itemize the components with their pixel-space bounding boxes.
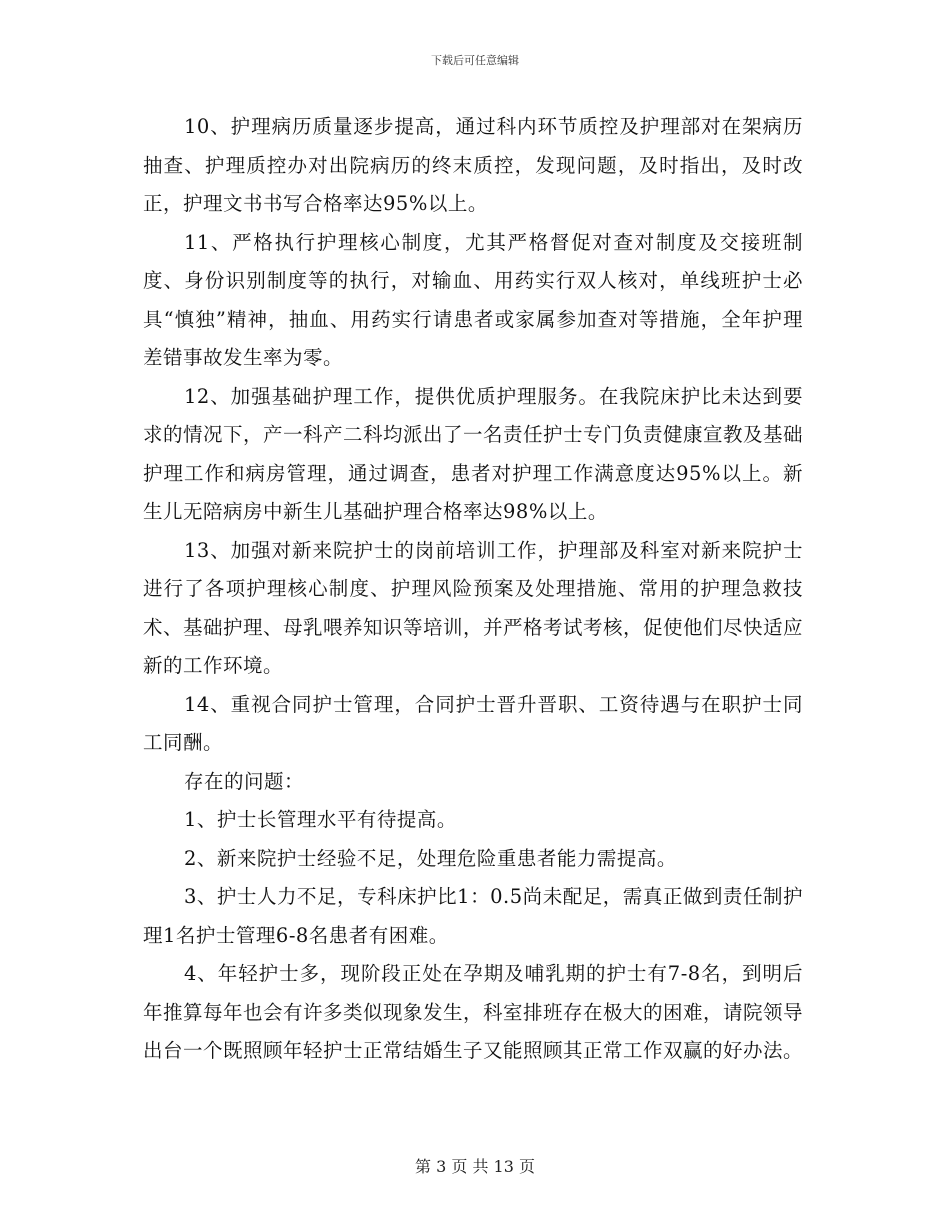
paragraph-item-11: 11、严格执行护理核心制度，尤其严格督促对查对制度及交接班制度、身份识别制度等的执行，对输血、用药实行双人核对，单线班护士必具“慎独”精神，抽血、用药实行请患者或家属参加查对等措施，全年护理差错事故发生率为零。	[143, 230, 803, 369]
paragraph-item-13: 13、加强对新来院护士的岗前培训工作，护理部及科室对新来院护士进行了各项护理核心制度、护理风险预案及处理措施、常用的护理急救技术、基础护理、母乳喂养知识等培训，并严格考试考核，促使他们尽快适应新的工作环境。	[143, 538, 804, 677]
paragraph-item-14: 14、重视合同护士管理，合同护士晋升晋职、工资待遇与在职护士同工同酬。	[143, 692, 803, 754]
issue-item-1: 1、护士长管理水平有待提高。	[183, 808, 457, 831]
page-number-footer: 第 3 页 共 13 页	[415, 1157, 535, 1176]
document-body	[143, 108, 803, 1071]
issues-heading: 存在的问题：	[183, 769, 304, 793]
page-header-note: 下载后可任意编辑	[431, 54, 519, 67]
paragraph-item-10: 10、护理病历质量逐步提高，通过科内环节质控及护理部对在架病历抽查、护理质控办对出院病历的终末质控，发现问题，及时指出，及时改正，护理文书书写合格率达95%以上。	[143, 115, 803, 215]
issue-item-4: 4、年轻护士多，现阶段正处在孕期及哺乳期的护士有7-8名，到明后年推算每年也会有许多类似现象发生，科室排班存在极大的困难，请院领导出台一个既照顾年轻护士正常结婚生子又能照顾其正常工作双赢的好办法。	[143, 962, 804, 1062]
paragraph-item-12: 12、加强基础护理工作，提供优质护理服务。在我院床护比未达到要求的情况下，产一科产二科均派出了一名责任护士专门负责健康宣教及基础护理工作和病房管理，通过调查，患者对护理工作满意度达95%以上。新生儿无陪病房中新生儿基础护理合格率达98%以上。	[143, 384, 804, 523]
issue-item-2: 2、新来院护士经验不足，处理危险重患者能力需提高。	[183, 846, 677, 870]
issue-item-3: 3、护士人力不足，专科床护比1：0.5尚未配足，需真正做到责任制护理1名护士管理6-8名患者有困难。	[143, 885, 803, 947]
